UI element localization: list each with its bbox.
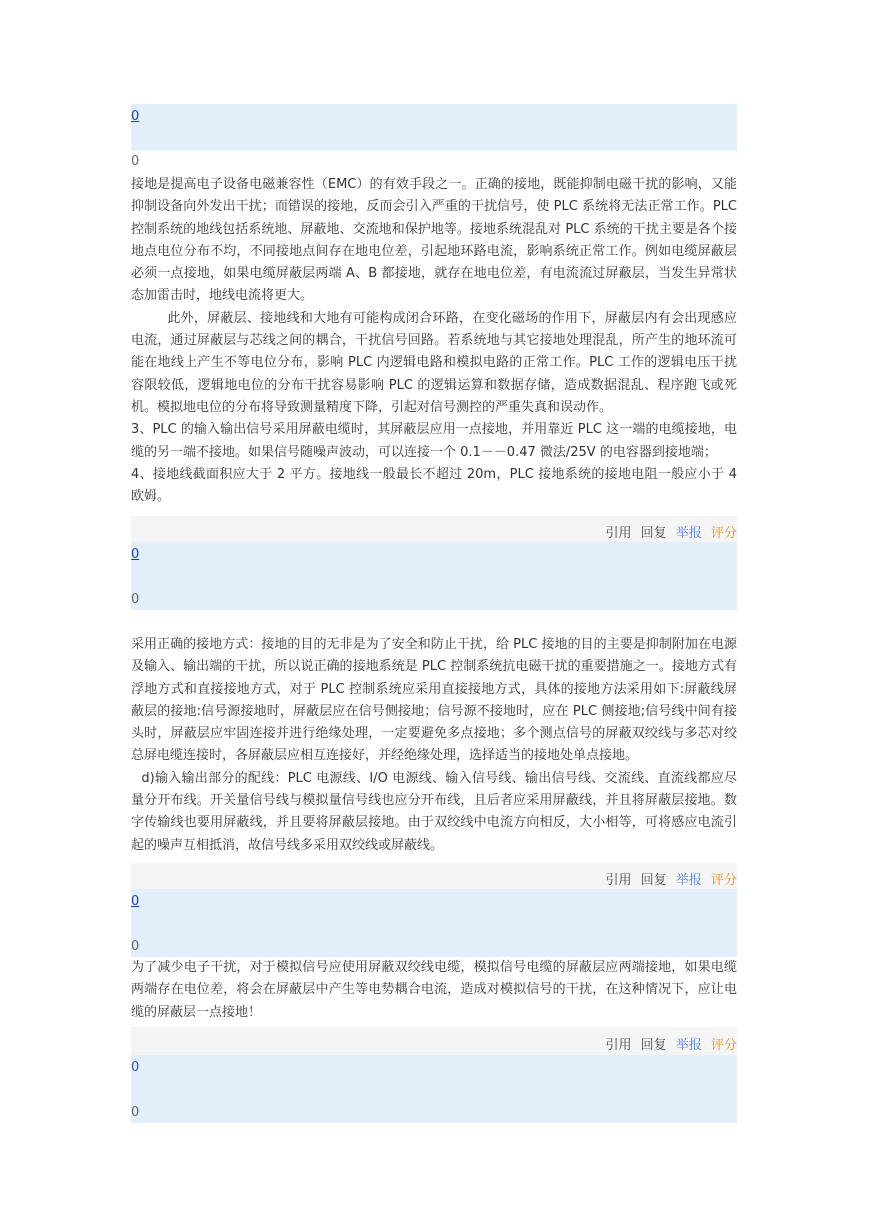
- report-button[interactable]: 举报: [675, 526, 702, 541]
- post-1-paragraph-4: 4、接地线截面积应大于 2 平方。接地线一般最长不超过 20m，PLC 接地系统的接地电阻一般应小于 4 欧姆。: [131, 466, 737, 505]
- quote-button[interactable]: 引用: [605, 1038, 632, 1053]
- post-2-paragraph-2: d)输入输出部分的配线：PLC 电源线、I/O 电源线、输入信号线、输出信号线、交流线、直流线都应尽量分开布线。开关量信号线与模拟量信号线也应分开布线，且后者应采用屏蔽线，并且将屏蔽层接地。数字传输线也要用屏蔽线，并且要将屏蔽层接地。由于双绞线中电流方向相反，大小相等，可将感应电流引起的噪声互相抵消，故信号线多采用双绞线或屏蔽线。: [131, 770, 737, 853]
- report-button[interactable]: 举报: [675, 873, 702, 888]
- quote-button[interactable]: 引用: [605, 873, 632, 888]
- rate-button[interactable]: 评分: [710, 873, 737, 888]
- reply-button[interactable]: 回复: [640, 526, 667, 541]
- post-4-count-text: 0: [131, 1105, 140, 1120]
- quote-button[interactable]: 引用: [605, 526, 632, 541]
- post-2-count-link[interactable]: 0: [131, 547, 140, 562]
- post-1-paragraph-1: 接地是提高电子设备电磁兼容性（EMC）的有效手段之一。正确的接地，既能抑制电磁干扰的影响，又能抑制设备向外发出干扰；而错误的接地，反而会引入严重的干扰信号，使 PLC 系统将无法正常工作。PLC 控制系统的地线包括系统地、屏蔽地、交流地和保护地等。接地系统混乱对 PLC 系统的干扰主要是各个接地点电位分布不均，不同接地点间存在地电位差，引起地环路电流，影响系统正常工作。例如电缆屏蔽层必须一点接地，如果电缆屏蔽层两端 A、B 都接地，就存在地电位差，有电流流过屏蔽层，当发生异常状态加雷击时，地线电流将更大。: [131, 177, 737, 304]
- post-4-meta-block: [131, 1055, 737, 1123]
- post-1-action-bar: [131, 516, 737, 542]
- post-3-paragraph-1: 为了减少电子干扰，对于模拟信号应使用屏蔽双绞线电缆，模拟信号电缆的屏蔽层应两端接地，如果电缆两端存在电位差，将会在屏蔽层中产生等电势耦合电流，造成对模拟信号的干扰，在这种情况下，应让电缆的屏蔽层一点接地！: [131, 960, 737, 1020]
- post-3-action-bar: [131, 1027, 737, 1055]
- post-2-paragraph-1: 采用正确的接地方式：接地的目的无非是为了安全和防止干扰，给 PLC 接地的目的主要是抑制附加在电源及输入、输出端的干扰，所以说正确的接地系统是 PLC 控制系统抗电磁干扰的重要措施之一。接地方式有浮地方式和直接接地方式，对于 PLC 控制系统应采用直接接地方式，具体的接地方法采用如下:屏蔽线屏蔽层的接地:信号源接地时，屏蔽层应在信号侧接地；信号源不接地时，应在 PLC 侧接地;信号线中间有接头时，屏蔽层应牢固连接并进行绝缘处理，一定要避免多点接地；多个测点信号的屏蔽双绞线与多芯对绞总屏电缆连接时，各屏蔽层应相互连接好，并经绝缘处理，选择适当的接地处单点接地。: [131, 637, 737, 764]
- reply-button[interactable]: 回复: [640, 873, 667, 888]
- post-1-paragraph-2: 此外，屏蔽层、接地线和大地有可能构成闭合环路，在变化磁场的作用下，屏蔽层内有会出现感应电流，通过屏蔽层与芯线之间的耦合，干扰信号回路。若系统地与其它接地处理混乱，所产生的地环流可能在地线上产生不等电位分布，影响 PLC 内逻辑电路和模拟电路的正常工作。PLC 工作的逻辑电压干扰容限较低，逻辑地电位的分布干扰容易影响 PLC 的逻辑运算和数据存储，造成数据混乱、程序跑飞或死机。模拟地电位的分布将导致测量精度下降，引起对信号测控的严重失真和误动作。: [131, 310, 737, 415]
- post-4-count-link[interactable]: 0: [131, 1060, 140, 1075]
- post-3-count-text: 0: [131, 939, 140, 954]
- post-2-action-bar: [131, 863, 737, 889]
- post-1-meta-block: [131, 104, 737, 150]
- post-1-count-text: 0: [131, 154, 140, 169]
- post-1-body: [131, 174, 737, 514]
- rate-button[interactable]: 评分: [710, 526, 737, 541]
- post-2-meta-block: [131, 542, 737, 610]
- report-button[interactable]: 举报: [675, 1038, 702, 1053]
- reply-button[interactable]: 回复: [640, 1038, 667, 1053]
- post-3-count-link[interactable]: 0: [131, 894, 140, 909]
- post-2-body: [131, 634, 737, 862]
- post-1-paragraph-3: 3、PLC 的输入输出信号采用屏蔽电缆时，其屏蔽层应用一点接地，并用靠近 PLC 这一端的电缆接地，电缆的另一端不接地。如果信号随噪声波动，可以连接一个 0.1－－0.47 微法/25V 的电容器到接地端；: [131, 422, 737, 460]
- post-1-count-link[interactable]: 0: [131, 109, 140, 124]
- post-2-count-text: 0: [131, 592, 140, 607]
- rate-button[interactable]: 评分: [710, 1038, 737, 1053]
- post-3-meta-block: [131, 889, 737, 957]
- post-1-count-row: [131, 150, 737, 175]
- post-3-body: [131, 957, 737, 1027]
